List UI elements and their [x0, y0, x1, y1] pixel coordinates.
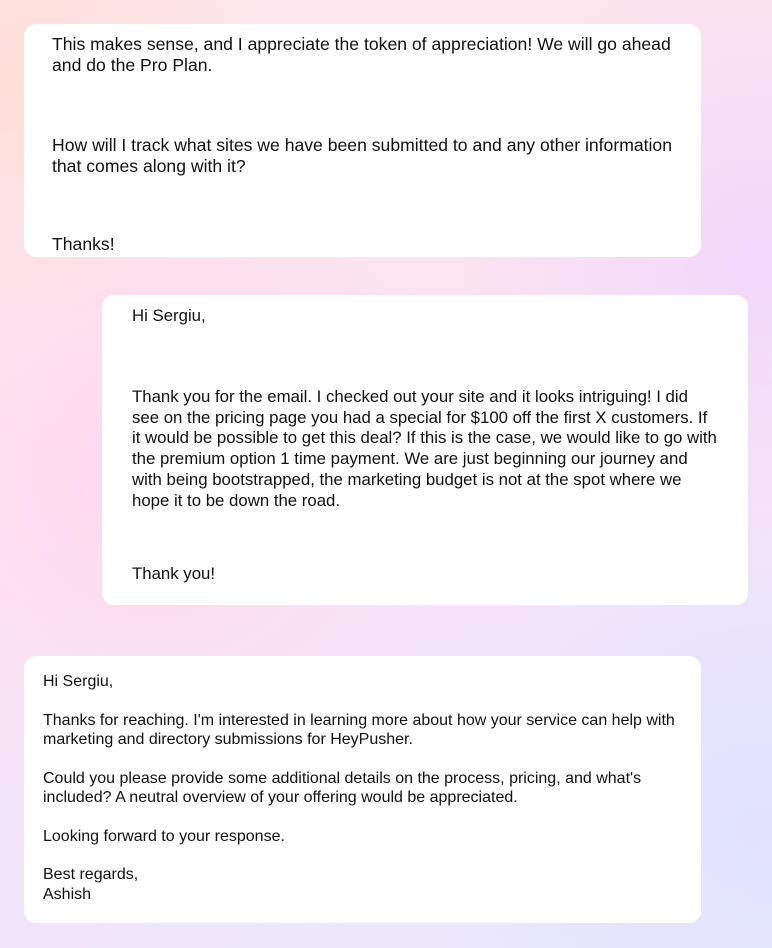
message-paragraph: This makes sense, and I appreciate the token of appreciation! We will go ahead and do the Pro Plan. — [52, 34, 671, 75]
message-bubble-original — [24, 656, 701, 923]
message-paragraph: Thank you! — [132, 563, 216, 583]
message-bubble-outgoing — [102, 295, 748, 605]
signature-name: Ashish — [43, 885, 92, 903]
message-paragraph: How will I track what sites we have been submitted to and any other information that comes along with it? — [52, 135, 672, 176]
message-paragraph: Could you please provide some additional details on the process, pricing, and what's included? A neutral overview of your offering would be appreciated. — [43, 769, 642, 806]
closing-line: Best regards, — [43, 866, 139, 883]
message-paragraph: Looking forward to your response. — [43, 827, 285, 845]
message-paragraph: Thanks for reaching. I'm interested in learning more about how your service can help with marketing and directory submissions for HeyPusher. — [43, 711, 675, 748]
message-greeting: Hi Sergiu, — [43, 673, 114, 690]
message-greeting: Hi Sergiu, — [132, 306, 206, 325]
message-paragraph: Thanks! — [52, 234, 115, 254]
message-signoff — [43, 865, 682, 904]
message-bubble-reply — [24, 24, 701, 257]
message-paragraph: Thank you for the email. I checked out your site and it looks intriguing! I did see on the pricing page you had a special for $100 off the first X customers. If it would be possible to get this deal? If this is the case, we would like to go with the premium option 1 time payment. We are just beginning our journey and with being bootstrapped, the marketing budget is not at the spot where we hope it to be down the road. — [132, 386, 717, 510]
